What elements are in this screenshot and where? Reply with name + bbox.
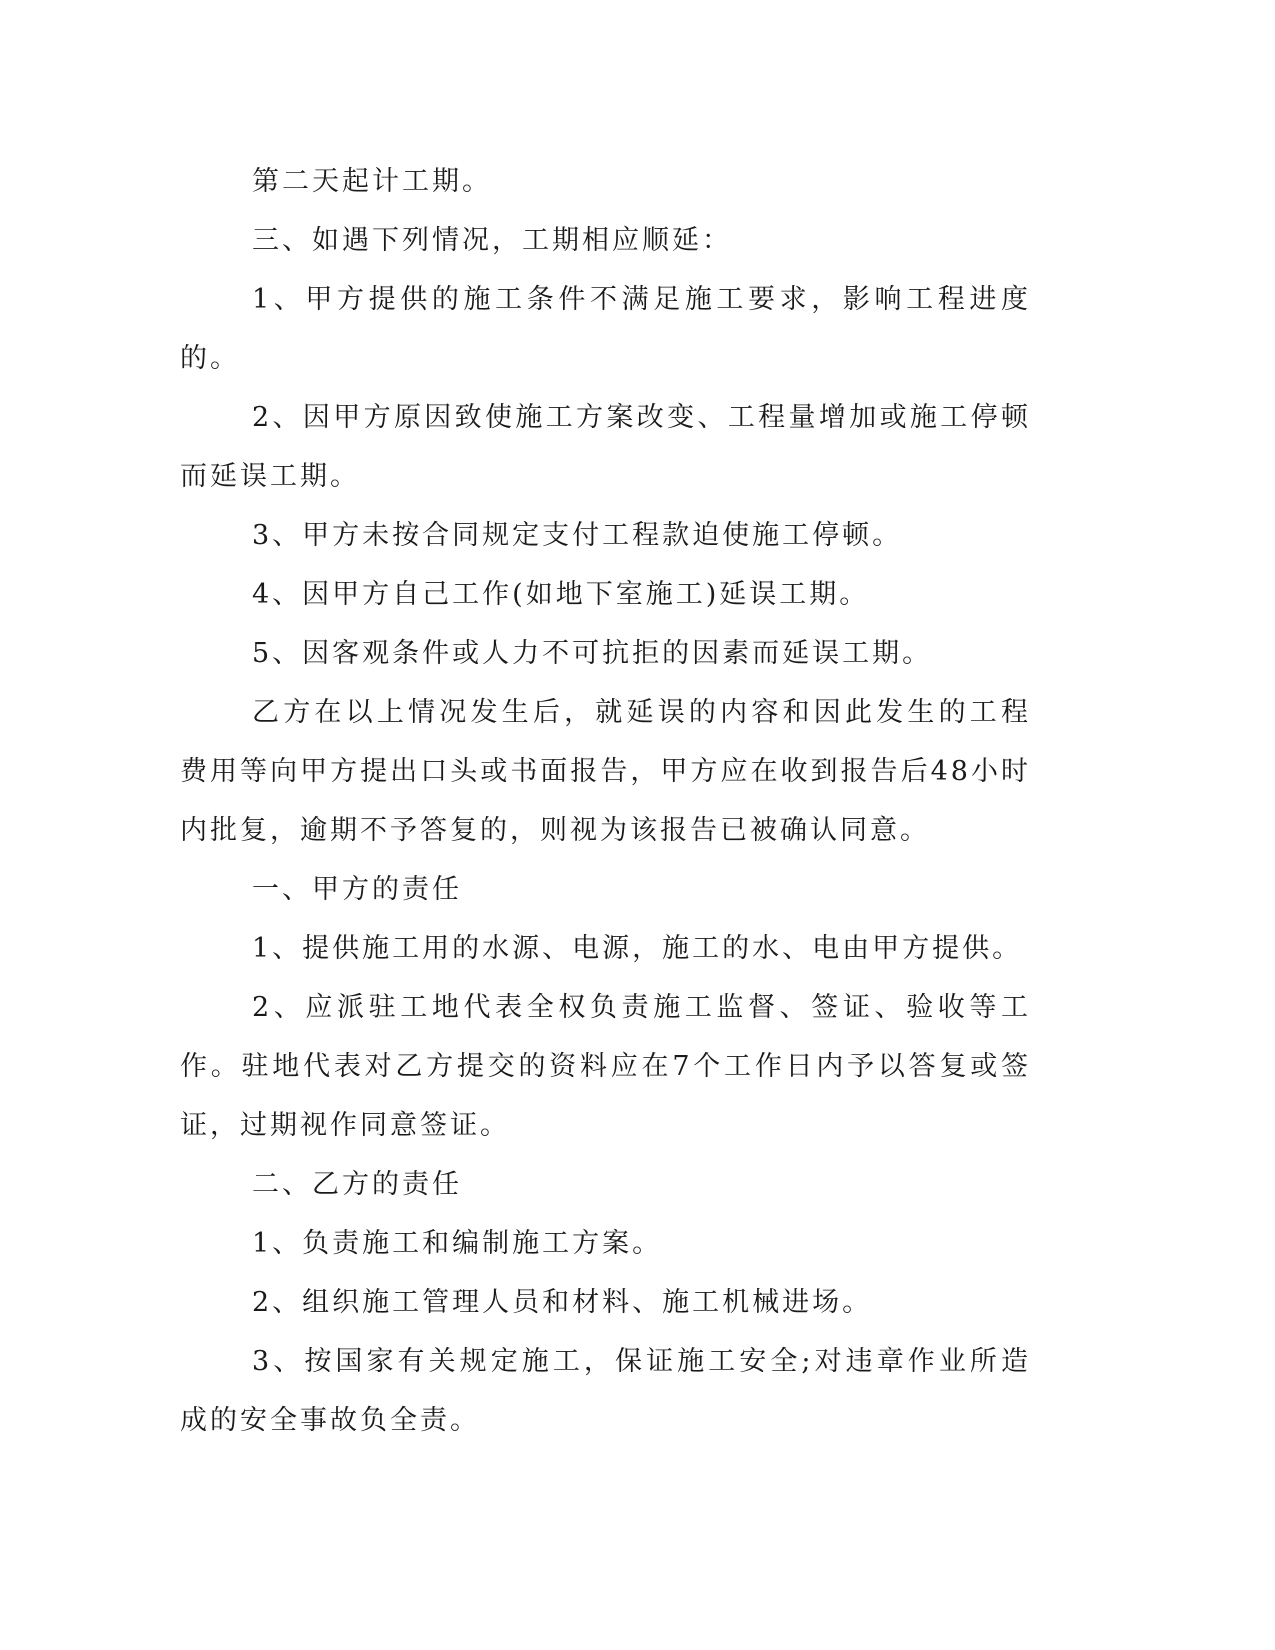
- list-item: 5、因客观条件或人力不可抗拒的因素而延误工期。: [252, 638, 933, 669]
- paragraph: 第二天起计工期。: [252, 166, 492, 197]
- list-item: 2、组织施工管理人员和材料、施工机械进场。: [252, 1287, 873, 1318]
- list-item: 2、应派驻工地代表全权负责施工监督、签证、验收等工作。驻地代表对乙方提交的资料应在7个工作日内予以答复或签证，过期视作同意签证。: [180, 992, 1031, 1141]
- document-body: [180, 152, 1031, 1450]
- list-item: 4、因甲方自己工作(如地下室施工)延误工期。: [252, 579, 870, 610]
- section-heading-schedule-extension: 三、如遇下列情况，工期相应顺延：: [252, 225, 732, 256]
- list-item: 2、因甲方原因致使施工方案改变、工程量增加或施工停顿而延误工期。: [180, 402, 1031, 492]
- list-item: 1、提供施工用的水源、电源，施工的水、电由甲方提供。: [252, 933, 1023, 964]
- list-item: 3、甲方未按合同规定支付工程款迫使施工停顿。: [252, 520, 903, 551]
- list-item: 3、按国家有关规定施工，保证施工安全;对违章作业所造成的安全事故负全责。: [180, 1346, 1031, 1436]
- section-heading-party-b: 二、乙方的责任: [252, 1169, 462, 1200]
- section-heading-party-a: 一、甲方的责任: [252, 874, 462, 905]
- list-item: 1、甲方提供的施工条件不满足施工要求，影响工程进度的。: [180, 284, 1031, 374]
- paragraph: 乙方在以上情况发生后，就延误的内容和因此发生的工程费用等向甲方提出口头或书面报告，甲方应在收到报告后48小时内批复，逾期不予答复的，则视为该报告已被确认同意。: [180, 697, 1031, 846]
- list-item: 1、负责施工和编制施工方案。: [252, 1228, 663, 1259]
